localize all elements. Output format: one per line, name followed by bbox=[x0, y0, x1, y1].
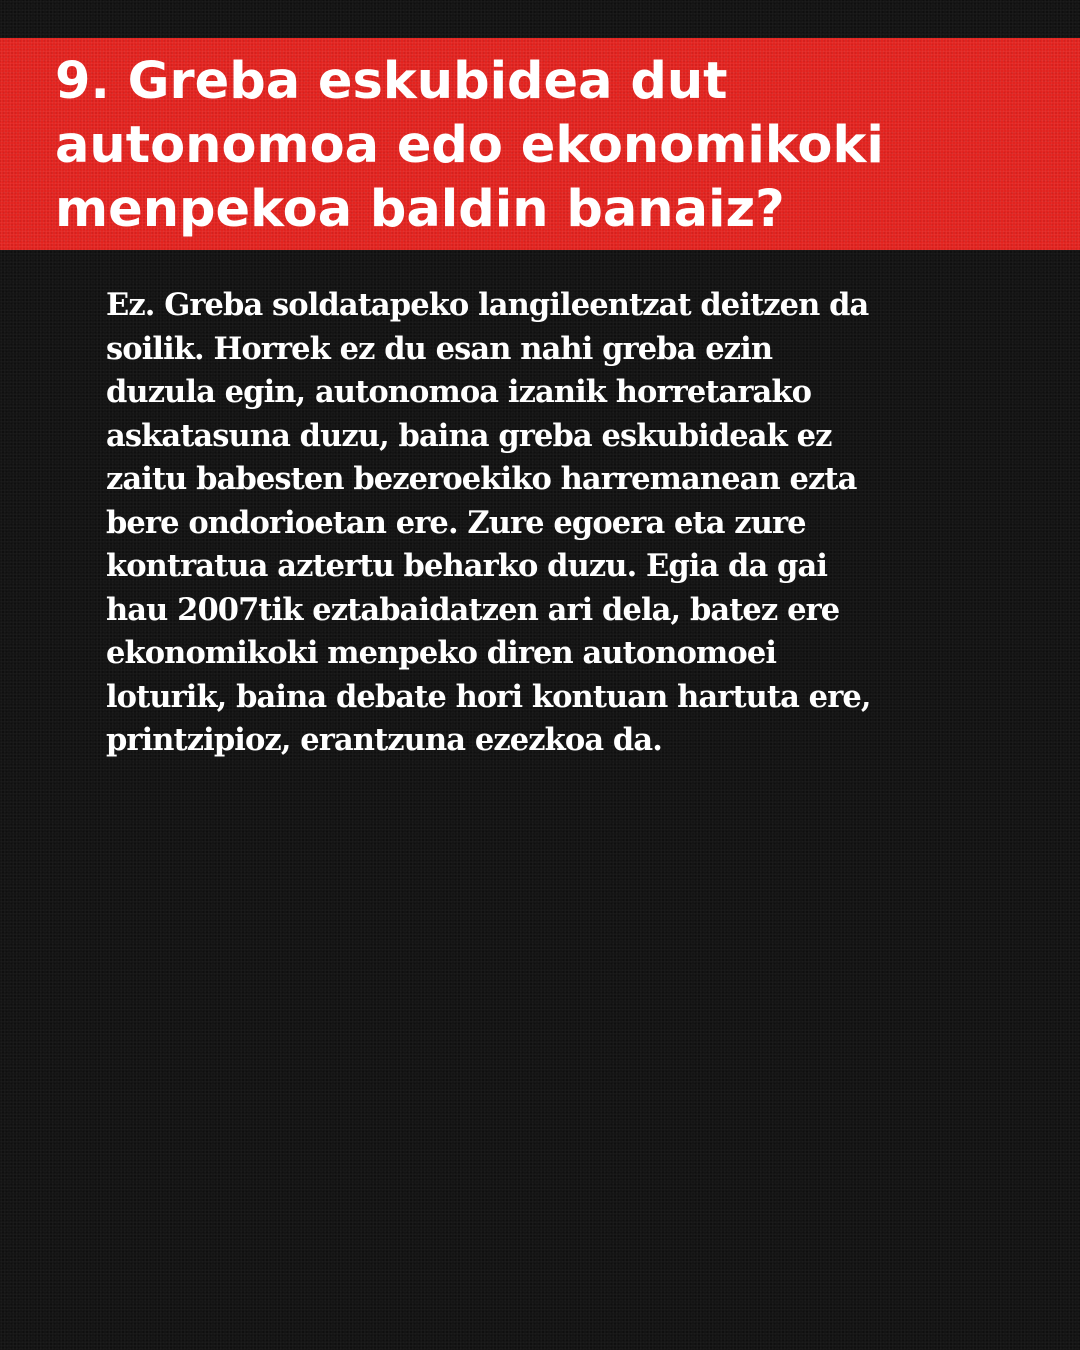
question-title: 9. Greba eskubidea dut autonomoa edo ekonomikoki menpekoa baldin banaiz? bbox=[55, 52, 884, 239]
answer-text: Ez. Greba soldatapeko langileentzat deitzen da soilik. Horrek ez du esan nahi greba ezin duzula egin, autonomoa izanik horretarako askatasuna duzu, baina greba eskubideak ez zaitu babesten bezeroekiko harremanean ezta bere ondorioetan ere. Zure egoera eta zure kontratua aztertu beharko duzu. Egia da gai hau 2007tik eztabaidatzen ari dela, batez ere ekonomikoki menpeko diren autonomoei loturik, baina debate hori kontuan hartuta ere, printzipioz, erantzuna ezezkoa da. bbox=[106, 287, 871, 758]
title-banner bbox=[0, 38, 1080, 250]
